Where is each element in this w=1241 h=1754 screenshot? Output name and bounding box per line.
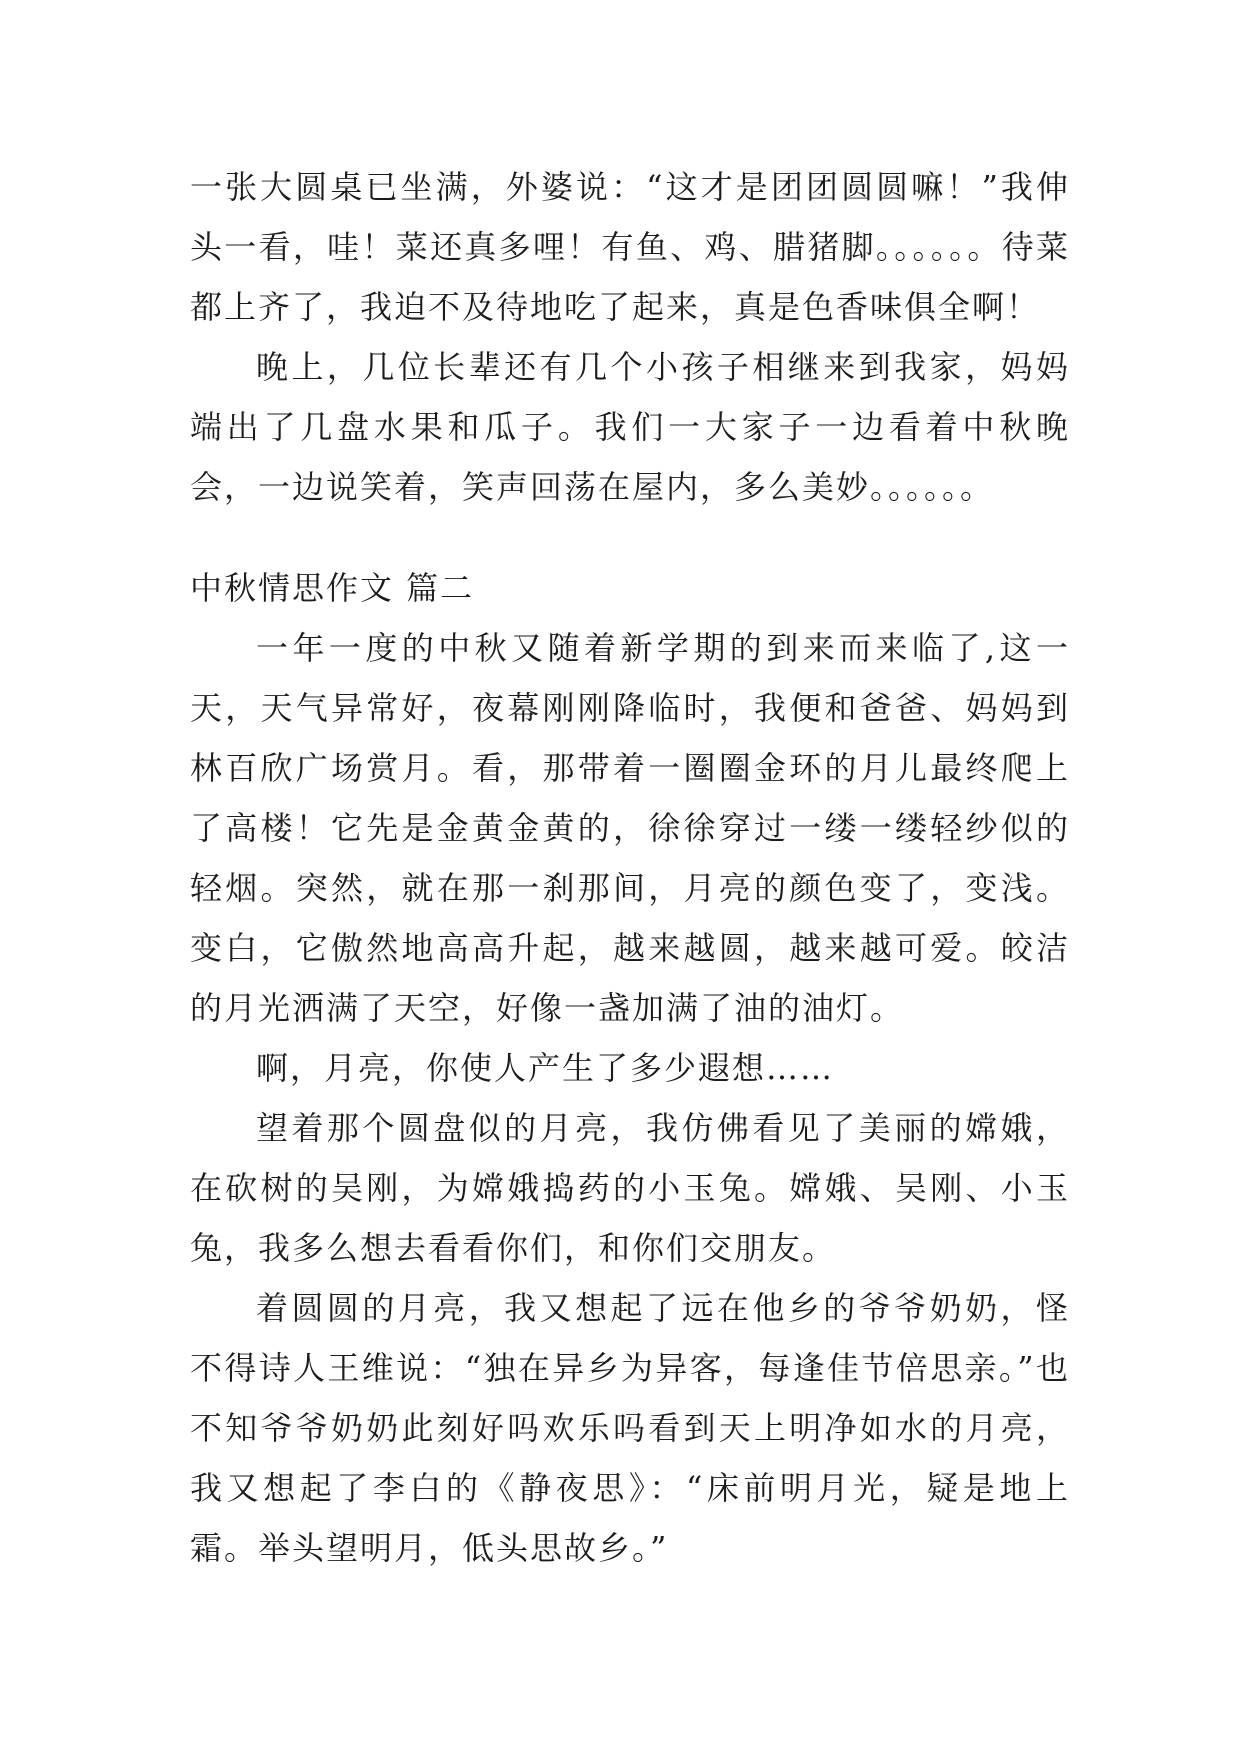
section-heading: 中秋情思作文 篇二 (190, 569, 475, 607)
section-1 (190, 157, 1070, 517)
paragraph-exclamation: 啊，月亮，你使人产生了多少遐想…… (256, 1049, 835, 1087)
section-2 (190, 558, 1070, 1578)
paragraph-evening: 晚上，几位长辈还有几个小孩子相继来到我家，妈妈端出了几盘水果和瓜子。我们一大家子一边看着中秋晚会，一边说笑着，笑声回荡在屋内，多么美妙。。。。。。 (190, 348, 1070, 506)
paragraph-moon-rise: 一年一度的中秋又随着新学期的到来而来临了,这一天，天气异常好，夜幕刚刚降临时，我便和爸爸、妈妈到林百欣广场赏月。看，那带着一圈圈金环的月儿最终爬上了高楼！它先是金黄金黄的，徐徐穿过一缕一缕轻纱似的轻烟。突然，就在那一刹那间，月亮的颜色变了，变浅。变白，它傲然地高高升起，越来越圆，越来越可爱。皎洁的月光洒满了天空，好像一盏加满了油的油灯。 (190, 629, 1070, 1027)
paragraph-dinner: 一张大圆桌已坐满，外婆说：“这才是团团圆圆嘛！”我伸头一看，哇！菜还真多哩！有鱼、鸡、腊猪脚。。。。。。待菜都上齐了，我迫不及待地吃了起来，真是色香味俱全啊！ (190, 168, 1070, 326)
paragraph-grandparents: 着圆圆的月亮，我又想起了远在他乡的爷爷奶奶，怪不得诗人王维说：“独在异乡为异客，每逢佳节倍思亲。”也不知爷爷奶奶此刻好吗欢乐吗看到天上明净如水的月亮，我又想起了李白的《静夜思》：“床前明月光，疑是地上霜。举头望明月，低头思故乡。” (190, 1289, 1070, 1567)
paragraph-change: 望着那个圆盘似的月亮，我仿佛看见了美丽的嫦娥，在砍树的吴刚，为嫦娥捣药的小玉兔。嫦娥、吴刚、小玉兔，我多么想去看看你们，和你们交朋友。 (190, 1109, 1070, 1267)
